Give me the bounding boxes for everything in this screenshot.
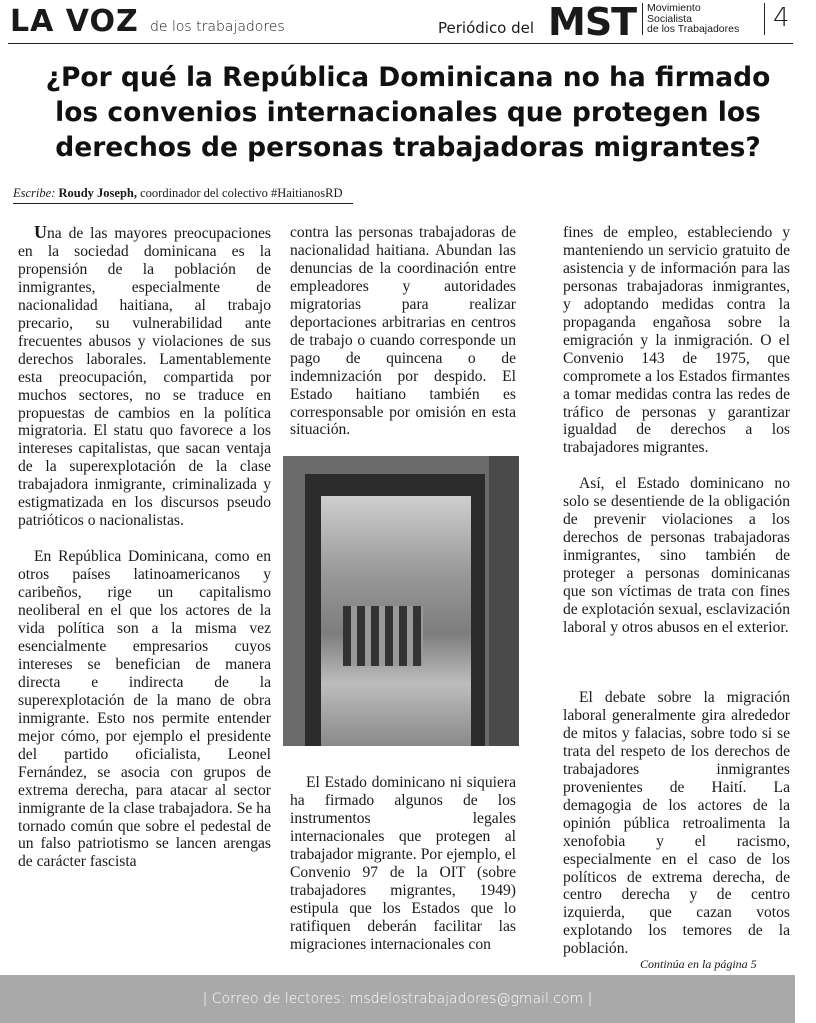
mst-description: [642, 3, 739, 35]
mst-logo: MST: [548, 0, 637, 44]
mst-desc-line: de los Trabajadores: [647, 23, 740, 35]
column-2-bottom: [290, 774, 516, 972]
paragraph: El Estado dominicano ni siquiera ha firmado algunos de los instrumentos legales internacionales que protegen al trabajador migrante. Por ejemplo, el Convenio 97 de la OIT (sobre trabajadores migrantes, 1949) estipula que los Estados que lo ratifiquen deberán facilitar las migraciones internacionales con: [290, 774, 516, 953]
column-1: [18, 224, 271, 889]
article-photo: [283, 456, 519, 746]
column-3-bottom: [563, 689, 790, 976]
photo-wall: [489, 456, 519, 746]
periodico-label: Periódico del: [438, 19, 535, 37]
byline-author: Roudy Joseph,: [58, 186, 137, 200]
logo-subtitle: de los trabajadores: [150, 19, 285, 35]
drop-cap: U: [34, 222, 47, 242]
page-number: 4: [764, 3, 790, 35]
continues-note: Continúa en la página 5: [640, 957, 757, 971]
column-2-top: [290, 224, 516, 457]
byline-label: Escribe:: [13, 186, 56, 200]
logo: LA VOZ: [10, 4, 139, 39]
column-3: [563, 224, 790, 655]
paragraph: En República Dominicana, como en otros países latinoamericanos y caribeños, rige un capitalismo neoliberal en el que los actores de la vida política son a la misma vez esencialmente empresarios cuyos intereses se benefician de manera directa e indirecta de la superexplotación de la mano de obra inmigrante. Esto nos permite entender mejor cómo, por ejemplo el presidente del partido oficialista, Leonel Fernández, se asocia con grupos de extrema derecha, para atacar al sector inmigrante de la clase trabajadora. Se ha tornado común que sobre el pedestal de un falso patriotismo se lancen arengas de carácter fascista: [18, 548, 271, 871]
footer-contact: | Correo de lectores: msdelostrabajadores@gmail.com |: [0, 975, 795, 1023]
byline: [13, 186, 353, 204]
paragraph: contra las personas trabajadoras de nacionalidad haitiana. Abundan las denuncias de la coordinación entre empleadores y autoridades migratorias para realizar deportaciones arbitrarias en centros de trabajo o cuando corresponde un pago de quincena o de indemnización por despido. El Estado haitiano también es corresponsable por omisión en esta situación.: [290, 224, 516, 439]
mst-desc-line: Movimiento: [647, 2, 701, 14]
mst-desc-line: Socialista: [647, 12, 692, 25]
masthead: [8, 0, 793, 44]
paragraph: [18, 224, 271, 530]
paragraph: El debate sobre la migración laboral generalmente gira alrededor de mitos y falacias, sobre todo si se trata del respeto de los derechos de trabajadores inmigrantes provenientes de Haití. La demagogia de los actores de la opinión pública retroalimenta la xenofobia y el racismo, especialmente en el caso de los políticos de extrema derecha, de centro derecha y de centro izquierda, que cazan votos explotando los temores de la población.: [563, 689, 790, 958]
article-title: ¿Por qué la República Dominicana no ha firmado los convenios internacionales que protegen los derechos de personas trabajadoras migrantes?: [45, 62, 771, 163]
paragraph: Así, el Estado dominicano no solo se desentiende de la obligación de prevenir violaciones a los derechos de personas trabajadoras inmigrantes, sino también de proteger a personas dominicanas que son víctimas de trata con fines de explotación sexual, esclavización laboral y otros abusos en el exterior.: [563, 475, 790, 637]
paragraph-text: na de las mayores preocupaciones en la sociedad dominicana es la propensión de la población de inmigrantes, especialmente de nacionalidad haitiana, al trabajo precario, su vulnerabilidad ante frecuentes abusos y violaciones de sus derechos laborales. Lamentablemente esta preocupación, compartida por muchos sectores, no se traduce en propuestas de cambios en la política migratoria. El statu quo favorece a los intereses capitalistas, que sacan ventaja de la superexplotación de la clase trabajadora inmigrante, criminalizada y estigmatizada en los discursos pseudo patrióticos o nacionalistas.: [18, 225, 271, 530]
byline-role: coordinador del colectivo #HaitianosRD: [140, 186, 343, 200]
photo-figures: [343, 606, 423, 666]
paragraph: fines de empleo, estableciendo y manteniendo un servicio gratuito de asistencia y de información para las personas trabajadoras inmigrantes, y adoptando medidas contra la propaganda engañosa sobre la emigración y la inmigración. O el Convenio 143 de 1975, que compromete a los Estados firmantes a tomar medidas contra las redes de tráfico de personas y garantizar igualdad de derechos a los trabajadores migrantes.: [563, 224, 790, 457]
